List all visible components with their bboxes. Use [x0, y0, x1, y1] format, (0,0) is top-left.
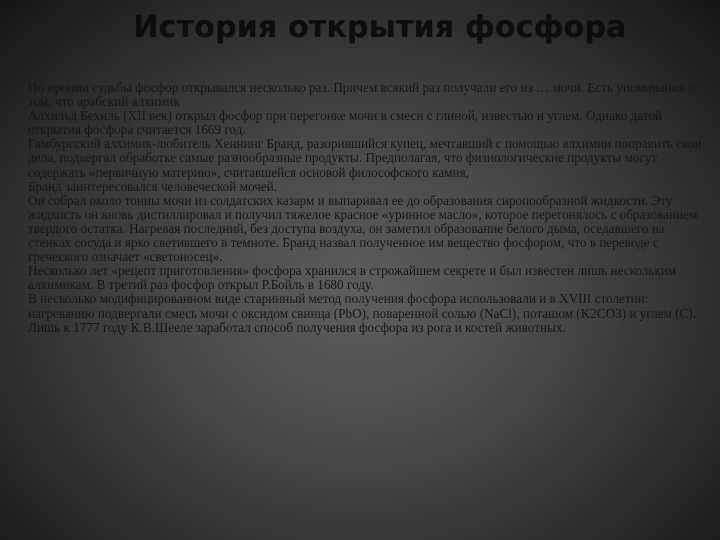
paragraph: [14, 264, 708, 292]
paragraph-text: По иронии судьбы фосфор открывался несколько раз. Причем всякий раз получали его из … мочи. Есть упоминания о том, что арабский алхимик: [28, 80, 695, 110]
paragraph-text: Несколько лет «рецепт приготовления» фосфора хранился в строжайшем секрете и был известен лишь нескольким алхимикам. В третий раз фосфор открыл Р.Бойль в 1680 году.: [28, 263, 677, 293]
paragraph-text: Гамбургский алхимик-любитель Хеннинг Бранд, разорившийся купец, мечтавший с помощью алхимии поправить свои дела, подвергал обработке самые разнообразные продукты. Предполагая, что физиологические продукты могут содержать «первичную материю», считавшейся основой философского камня,: [28, 136, 702, 180]
paragraph-text: Бранд заинтересовался человеческой мочей.: [28, 178, 278, 194]
paragraph: [14, 137, 708, 179]
paragraph: [14, 81, 708, 109]
paragraph-text: Алхильд Бехиль (XII век) открыл фосфор при перегонке мочи в смеси с глиной, известью и углем. Однако датой открытия фосфора считается 1669 год.: [28, 108, 663, 138]
paragraph: [14, 109, 708, 137]
slide-body: [14, 81, 708, 335]
paragraph-text: В несколько модифицированном виде старинный метод получения фосфора использовали и в XVIII столетии: нагреванию подвергали смесь мочи с оксидом свинца (PbO), поваренной солью (NaCl), поташом (K2CO3) и углем (C). Лишь к 1777 году К.В.Шееле заработал способ получения фосфора из рога и костей животных.: [28, 291, 697, 335]
slide-title: История открытия фосфора: [133, 10, 627, 45]
paragraph: [14, 180, 708, 194]
paragraph-text: Он собрал около тонны мочи из солдатских казарм и выпаривал ее до образования сиропообразной жидкости. Эту жидкость он вновь дистиллировал и получил тяжелое красное «уринное масло», которое перегонялось с образованием твердого остатка. Нагревая последний, без доступа воздуха, он заметил образование белого дыма, оседавшего на стенках сосуда и ярко светившего в темноте. Бранд назвал полученное им вещество фосфором, что в переводе с греческого означает «светоносец».: [28, 192, 698, 265]
paragraph: [14, 292, 708, 334]
paragraph: [14, 194, 708, 264]
